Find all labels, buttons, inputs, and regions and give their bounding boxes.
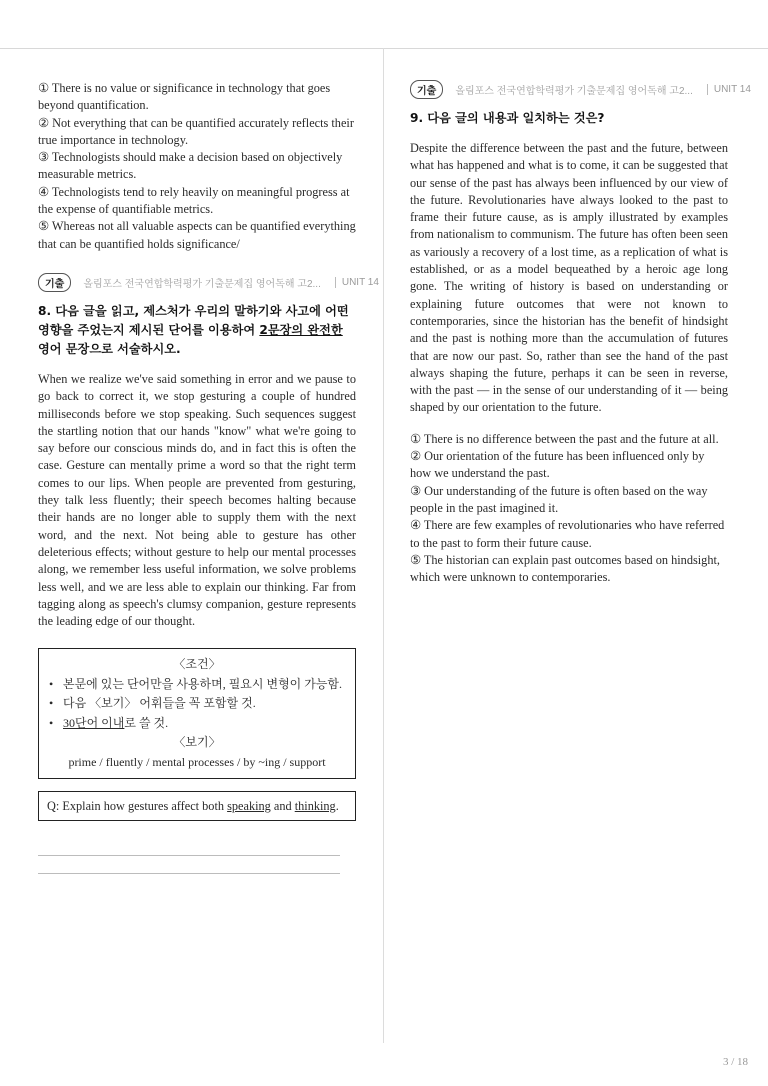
- condition-item: [49, 714, 345, 734]
- option-3: ③ Technologists should make a decision based on objectively measurable metrics.: [38, 150, 343, 182]
- bogi-title: 〈보기〉: [173, 735, 221, 750]
- option-2: ② Our orientation of the future has been influenced only by how we understand the past.: [410, 449, 705, 481]
- question-9-options: [410, 431, 728, 587]
- prompt-underlined-speaking: speaking: [227, 799, 271, 814]
- title-underlined-text: 2문장의 완전한: [259, 322, 343, 337]
- condition-item: [49, 694, 345, 714]
- prompt-underlined-thinking: thinking: [294, 799, 336, 814]
- previous-question-options: [38, 80, 356, 253]
- option-4: ④ Technologists tend to rely heavily on meaningful progress at the expense of quantifiable metrics.: [38, 184, 350, 217]
- question-9-passage: Despite the difference between the past and the future, between what has happened and what is to come, it can be suggested that our sense of the past has always been influenced by our view of the future. Revolutionaries have always looked to the past to frame their future cause, as is amply illustrated by examples from nationalism to communism. The future has often been seen as variously a recovery of a lost time, as a replication of what is established, or as a model bequeathed by a heroic age long gone. The writing of history is based on understanding or explaining future outcomes that were not known to contemporaries, since the historian has the benefit of hindsight and the past is nothing more than the accumulation of futures that are now our past. So, rather than see the hand of the past always shaping the future, perhaps it can be seen in reverse, with the past — in the sense of our understanding of it — being shaped by our orientation to the future.: [410, 141, 728, 415]
- left-column: [38, 80, 379, 874]
- option-4: ④ There are few examples of revolutionaries who have referred to the past to form their future cause.: [410, 518, 725, 550]
- gichul-badge: 기출: [38, 273, 71, 292]
- conditions-title: 〈조건〉: [173, 657, 221, 672]
- option-5: ⑤ Whereas not all valuable aspects can be quantified everything that can be quantified holds significance/: [38, 219, 356, 251]
- question-8-header: [38, 273, 379, 292]
- unit-label-wrap: [707, 84, 751, 95]
- conditions-box: [38, 648, 356, 779]
- question-prompt-box: [38, 791, 356, 821]
- bullet: •: [49, 676, 54, 691]
- title-text-end: 영어 문장으로 서술하시오.: [38, 341, 181, 356]
- prompt-text: .: [335, 799, 339, 814]
- gichul-badge: 기출: [410, 80, 443, 99]
- right-column: [410, 80, 751, 586]
- column-divider: [383, 48, 384, 1043]
- condition-underlined-text: 30단어 이내: [63, 715, 125, 730]
- bogi-words: prime / fluently / mental processes / by ~ing / support: [68, 754, 326, 769]
- question-8-title: [38, 302, 356, 359]
- header-separator: [707, 84, 708, 95]
- prompt-text: and: [270, 799, 295, 814]
- unit-label: UNIT 14: [341, 276, 379, 288]
- option-5: ⑤ The historian can explain past outcomes based on hindsight, which were unknown to contemporaries.: [410, 552, 720, 585]
- option-2: ② Not everything that can be quantified accurately reflects their true importance in technology.: [38, 115, 354, 147]
- answer-line[interactable]: [38, 855, 340, 856]
- top-rule: [0, 48, 768, 49]
- answer-line[interactable]: [38, 873, 340, 874]
- bullet: •: [49, 696, 54, 711]
- question-8-passage: When we realize we've said something in error and we pause to go back to correct it, we stop gesturing a couple of hundred milliseconds before we stop speaking. Such sequences suggest the startling notion that our hands "know" what we're going to say before our conscious minds do, and in fact this is often the case. Gesture can mentally prime a word so that the right term comes to our lips. When people are prevented from gesturing, they talk less fluently; their speech becomes halting because their hands are no longer able to supply them with the next word, and the next. Not being able to gesture has other deleterious effects; without gesture to help our mental processes along, we remember less useful information, we solve problems less well, and we are less able to explain our thinking. Far from tagging along as speech's clumsy companion, gesture represents the leading edge of our thought.: [38, 371, 356, 629]
- condition-item: [49, 675, 345, 695]
- answer-lines: [38, 855, 340, 874]
- condition-text: 다음 〈보기〉 어휘들을 꼭 포함할 것.: [63, 696, 256, 711]
- condition-text: 로 쓸 것.: [124, 715, 169, 730]
- conditions-list: [49, 675, 345, 734]
- page-number: 3 / 18: [722, 1056, 748, 1068]
- question-9-header: [410, 80, 751, 99]
- question-9-title: 9. 다음 글의 내용과 일치하는 것은?: [410, 111, 605, 125]
- source-label: 올림포스 전국연합학력평가 기출문제집 영어독해 고2...: [455, 86, 693, 97]
- option-1: ① There is no value or significance in technology that goes beyond quantification.: [38, 81, 331, 113]
- prompt-text: Q: Explain how gestures affect both: [47, 799, 228, 814]
- header-separator: [335, 277, 336, 288]
- option-3: ③ Our understanding of the future is often based on the way people in the past imagined it.: [410, 483, 708, 515]
- condition-text: 본문에 있는 단어만을 사용하며, 필요시 변형이 가능함.: [63, 676, 343, 691]
- source-label: 올림포스 전국연합학력평가 기출문제집 영어독해 고2...: [83, 278, 321, 290]
- unit-label: UNIT 14: [713, 84, 751, 95]
- option-1: ① There is no difference between the past and the future at all.: [410, 431, 719, 446]
- bullet: •: [49, 715, 54, 730]
- title-text: 8. 다음 글을 읽고, 제스처가 우리의 말하기와 사고에 어떤 영향을 주었는지 제시된 단어를 이용하여: [38, 303, 349, 337]
- unit-label-wrap: [335, 277, 379, 288]
